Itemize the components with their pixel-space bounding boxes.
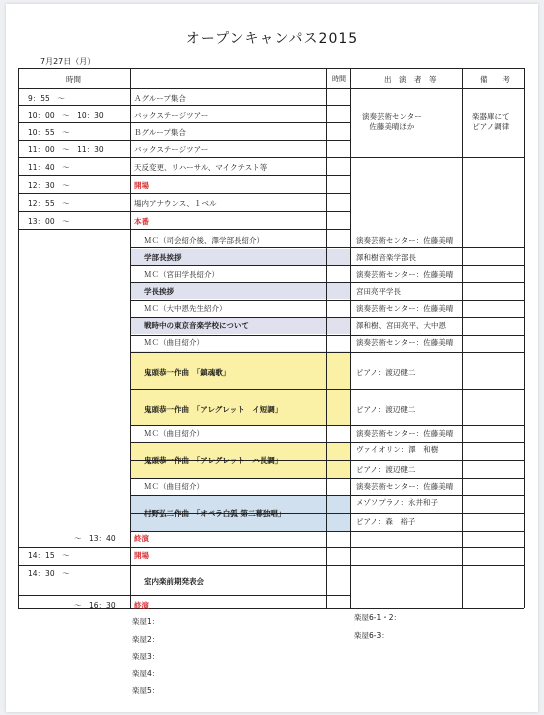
grid-line	[130, 282, 524, 283]
schedule-sheet	[6, 4, 538, 712]
program-item: ＭＣ（曲目紹介）	[144, 338, 204, 347]
room-item: 楽屋4：	[132, 669, 160, 678]
row-time: 10：55 〜	[28, 128, 70, 137]
row-content: 室内楽前期発表会	[144, 577, 204, 586]
row-time: 13：00 〜	[28, 217, 70, 226]
grid-line	[18, 105, 350, 106]
grid-line	[326, 68, 327, 608]
room-item: 楽屋2：	[132, 635, 160, 644]
room-item: 楽屋1：	[132, 617, 160, 626]
schedule-date: 7月27日（月）	[40, 57, 96, 66]
grid-line	[130, 478, 524, 479]
end-time: 〜 16：30	[74, 601, 116, 610]
grid-line	[130, 352, 524, 353]
row-content-open: 開場	[134, 551, 149, 560]
row-content: Ｂグループ集合	[134, 128, 186, 137]
row-content-open: 開場	[134, 181, 149, 190]
row-content: バックステージツアー	[134, 145, 209, 154]
grid-line	[18, 157, 350, 158]
program-performer: ピアノ：渡辺健二	[356, 405, 416, 414]
program-item: ＭＣ（大中恩先生紹介）	[144, 304, 227, 313]
row-content-start: 本番	[134, 217, 149, 226]
grid-line	[18, 68, 524, 69]
grid-line	[18, 68, 19, 608]
grid-line	[18, 211, 350, 212]
morning-note: 楽器庫にて ピアノ調律	[472, 112, 510, 131]
room-item: 楽屋3：	[132, 652, 160, 661]
grid-line	[18, 565, 524, 566]
header-time-2: 時間	[332, 75, 346, 83]
row-time: 11：00 〜 11：30	[28, 145, 104, 154]
end-time: 〜 13：40	[74, 534, 116, 543]
room-item: 楽屋5：	[132, 686, 160, 695]
program-performer: 演奏芸術センター：佐藤美晴	[356, 338, 454, 347]
page-title: オープンキャンパス2015	[185, 31, 359, 47]
program-performer: 演奏芸術センター：佐藤美晴	[356, 236, 454, 245]
row-time: 10：00 〜 10：30	[28, 111, 104, 120]
grid-line	[462, 68, 463, 608]
row-time: 14：15 〜	[28, 551, 70, 560]
room-item: 楽屋6-3：	[354, 631, 389, 640]
grid-line	[350, 460, 462, 461]
program-item: 学長挨拶	[144, 287, 174, 296]
grid-line	[18, 547, 524, 548]
grid-line	[18, 122, 350, 123]
program-item: ＭＣ（司会紹介後、澤学部長紹介）	[144, 236, 264, 245]
program-performer: ピアノ：渡辺健二	[356, 465, 416, 474]
program-performer: 澤和樹音楽学部長	[356, 253, 416, 262]
row-time: 11：40 〜	[28, 163, 70, 172]
end-label: 終演	[134, 601, 149, 610]
program-performer: 演奏芸術センター：佐藤美晴	[356, 304, 454, 313]
program-item: 鬼頭恭一作曲 「鎮魂歌」	[144, 368, 231, 377]
grid-line	[130, 389, 524, 390]
grid-line	[130, 265, 524, 266]
program-performer: 演奏芸術センター：佐藤美晴	[356, 482, 454, 491]
row-content: Ａグループ集合	[134, 94, 186, 103]
program-performer: ヴァイオリン：澤 和樹	[356, 445, 439, 454]
program-performer: ピアノ：渡辺健二	[356, 368, 416, 377]
grid-line	[130, 425, 524, 426]
program-item: 戦時中の東京音楽学校について	[144, 321, 249, 330]
grid-line	[18, 229, 350, 230]
row-content: バックステージツアー	[134, 111, 209, 120]
program-item: 村野弘二作曲 「オペラ白狐 第二幕独唱」	[144, 509, 286, 518]
program-performer: 宮田亮平学長	[356, 287, 401, 296]
grid-line	[130, 300, 524, 301]
grid-line	[18, 193, 350, 194]
program-item: 鬼頭恭一作曲 「アレグレット イ短調」	[144, 405, 283, 414]
grid-line	[524, 68, 525, 608]
header-performers: 出 演 者 等	[384, 75, 437, 84]
grid-line	[130, 68, 131, 608]
program-item: 鬼頭恭一作曲 「アレグレット ハ長調」	[144, 456, 283, 465]
program-performer: 演奏芸術センター：佐藤美晴	[356, 429, 454, 438]
row-time: 14：30 〜	[28, 569, 70, 578]
program-item: 学部長挨拶	[144, 253, 182, 262]
grid-line	[130, 247, 524, 248]
program-item: ＭＣ（曲目紹介）	[144, 482, 204, 491]
program-performer: メゾソプラノ：永井和子	[356, 498, 439, 507]
grid-line	[130, 531, 524, 532]
grid-line	[130, 335, 524, 336]
grid-line	[130, 495, 524, 496]
grid-line	[18, 175, 350, 176]
grid-line	[130, 317, 524, 318]
row-content: 場内アナウンス、１ベル	[134, 199, 217, 208]
header-spacer	[130, 68, 350, 89]
header-time: 時間	[66, 75, 81, 84]
grid-line	[130, 442, 524, 443]
room-item: 楽屋6-1・2：	[354, 613, 402, 622]
program-performer: 演奏芸術センター：佐藤美晴	[356, 270, 454, 279]
row-time: 9：55 〜	[28, 94, 65, 103]
end-label: 終演	[134, 534, 149, 543]
grid-line	[350, 157, 524, 158]
grid-line	[18, 140, 350, 141]
row-time: 12：55 〜	[28, 199, 70, 208]
grid-line	[350, 68, 351, 608]
program-performer: ピアノ：森 裕子	[356, 517, 416, 526]
header-notes: 備 考	[480, 75, 510, 84]
grid-line	[18, 88, 524, 89]
morning-performers: 演奏芸術センター 佐藤美晴ほか	[362, 112, 422, 131]
grid-line	[18, 595, 350, 596]
program-item: ＭＣ（曲目紹介）	[144, 429, 204, 438]
grid-line	[350, 513, 462, 514]
program-performer: 澤和樹、宮田亮平、大中恩	[356, 321, 446, 330]
program-item: ＭＣ（宮田学長紹介）	[144, 270, 219, 279]
row-content: 天反変更、リハーサル、マイクテスト等	[134, 163, 268, 172]
row-time: 12：30 〜	[28, 181, 70, 190]
